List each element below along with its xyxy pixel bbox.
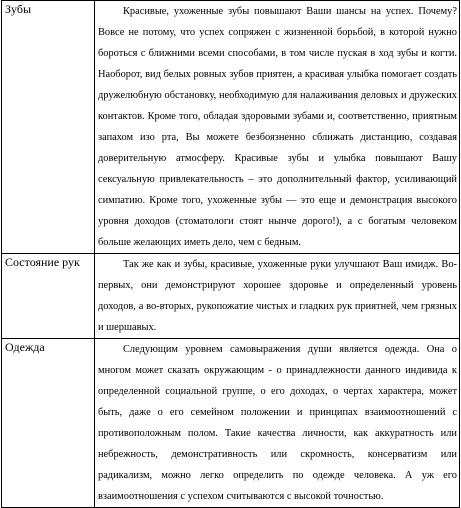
row-text-clothes: Следующим уровнем самовыражения души является одежда. Она о многом может сказать окружающим - о принадлежности данного индивида к определенной социальной группе, о его доходах, о чертах характера, может быть, даже о его семейном положении и принципах взаимоотношений с противоположным полом. Такие качества личности, как аккуратность или небрежность, демонстративность или скромность, консерватизм или радикализм, можно легко определить по одежде человека. А уж его взаимоотношения с успехом считываются с высокой точностью. — [95, 339, 460, 508]
row-label-clothes: Одежда — [2, 339, 95, 508]
row-label-teeth: Зубы — [2, 1, 95, 254]
table-row — [2, 254, 460, 339]
table-row — [2, 1, 460, 254]
row-label-hands: Состояние рук — [2, 254, 95, 339]
document-table — [1, 0, 460, 508]
row-text-teeth: Красивые, ухоженные зубы повышают Ваши шансы на успех. Почему? Вовсе не потому, что успех сопряжен с жизненной борьбой, в которой нужно бороться с ближними всеми способами, в том числе пуская в ход зубы и когти. Наоборот, вид белых ровных зубов приятен, а красивая улыбка помогает создать дружелюбную обстановку, необходимую для налаживания деловых и дружеских контактов. Кроме того, обладая здоровыми зубами и, соответственно, приятным запахом изо рта, Вы можете безбоязненно сближать дистанцию, создавая доверительную атмосферу. Красивые зубы и улыбка повышают Вашу сексуальную привлекательность – это дополнительный фактор, усиливающий симпатию. Кроме того, ухоженные зубы — это еще и демонстрация высокого уровня доходов (стоматологи стоят нынче дорого!), а с богатым человеком больше желающих иметь дело, чем с бедным. — [95, 1, 460, 254]
table-row — [2, 339, 460, 508]
row-text-hands: Так же как и зубы, красивые, ухоженные руки улучшают Ваш имидж. Во-первых, они демонстрируют хорошее здоровье и определенный уровень доходов, а во-вторых, рукопожатие чистых и гладких рук приятней, чем грязных и шершавых. — [95, 254, 460, 339]
